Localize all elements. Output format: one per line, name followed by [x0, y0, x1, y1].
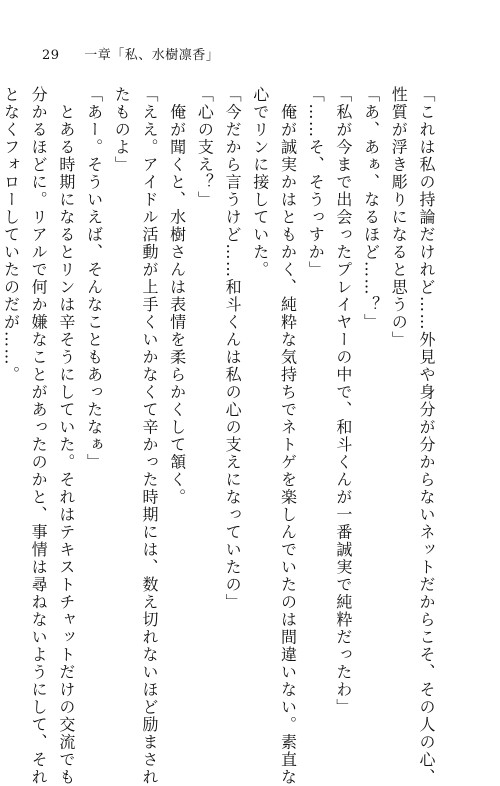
- running-header: [42, 44, 219, 63]
- text-line: 「今だから言うけど……和斗くんは私の心の支えになっていたの」: [223, 86, 243, 611]
- text-line: 俺が誠実かはともかく、純粋な気持ちでネトゲを楽しんでいたのは間違いない。素直な: [278, 86, 298, 786]
- chapter-title: 一章「私、水樹凛香」: [84, 48, 220, 63]
- text-line: 分かるほどに。リアルで何か嫌なことがあったのかと、事情は尋ねないようにして、それ: [29, 86, 49, 786]
- text-line: 「心の支え？」: [195, 86, 215, 209]
- text-line: たものよ」: [112, 86, 132, 174]
- text-line: 「あ、あぁ、なるほど……？」: [361, 86, 381, 331]
- page-number: 29: [42, 48, 60, 63]
- text-line: 俺が聞くと、水樹さんは表情を柔らかくして頷く。: [167, 86, 187, 506]
- text-line: 「私が今まで出会ったプレイヤーの中で、和斗くんが一番誠実で純粋だったわ」: [333, 86, 353, 716]
- vertical-text-body: [0, 86, 440, 786]
- text-line: 「……そ、そうっすか」: [306, 86, 326, 279]
- text-line: 「これは私の持論だけれど……外見や身分が分からないネットだからこそ、その人の心、: [417, 86, 436, 786]
- text-line: 「あー。そういえば、そんなこともあったなぁ」: [84, 86, 104, 471]
- text-line: 心でリンに接していた。: [250, 86, 270, 279]
- text-line: となくフォローしていたのだが……。: [1, 86, 21, 384]
- text-line: とある時期になるとリンは辛そうにしていた。それはテキストチャットだけの交流でも: [56, 86, 76, 786]
- text-line: 「ええ。アイドル活動が上手くいかなくて辛かった時期には、数え切れないほど励まされ: [139, 86, 159, 786]
- text-line: 性質が浮き彫りになると思うの」: [389, 86, 409, 349]
